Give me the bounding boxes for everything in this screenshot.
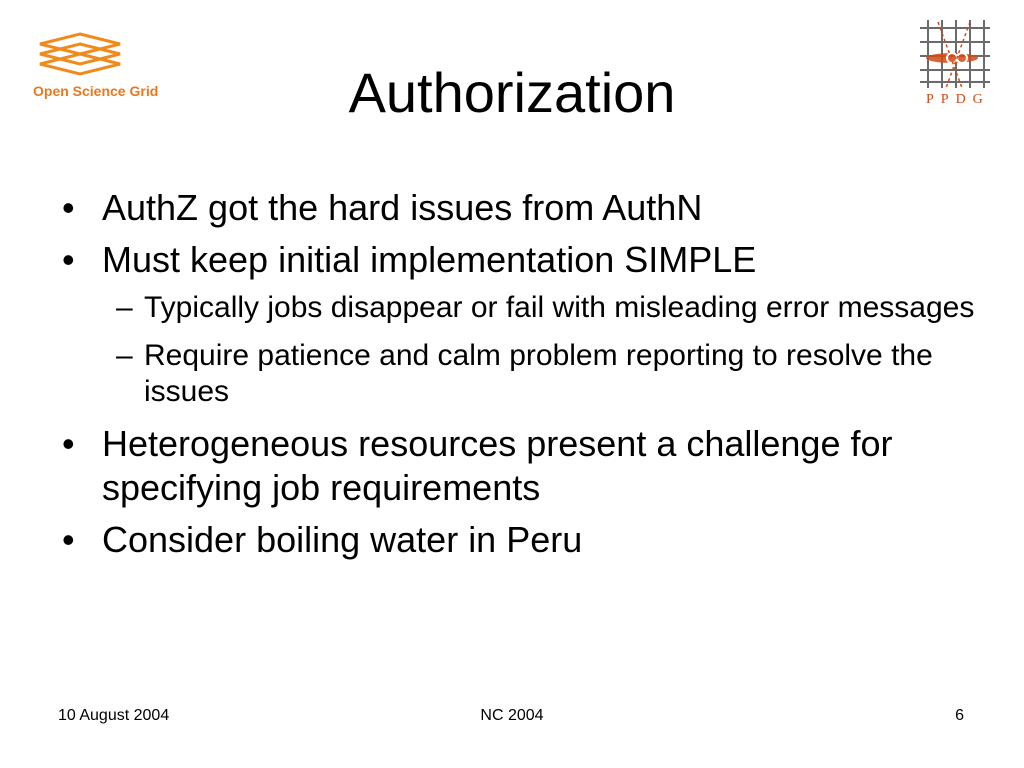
slide-body	[58, 186, 978, 570]
sub-bullet-mark: –	[116, 339, 133, 372]
slide-title: Authorization	[348, 61, 676, 124]
sub-bullet-mark: –	[116, 291, 133, 324]
bullet-item	[58, 422, 978, 510]
bullet-mark: •	[62, 423, 75, 464]
bullet-item	[58, 238, 978, 282]
bullet-mark: •	[62, 519, 75, 560]
bullet-text: Consider boiling water in Peru	[102, 519, 583, 560]
bullet-text: Heterogeneous resources present a challenge for specifying job requirements	[102, 423, 893, 508]
footer-event: NC 2004	[480, 707, 544, 724]
sub-bullet-item	[116, 290, 978, 326]
ppdg-logo-text: PPDG	[926, 92, 990, 107]
bullet-text: Must keep initial implementation SIMPLE	[102, 239, 757, 280]
bullet-text: AuthZ got the hard issues from AuthN	[102, 187, 703, 228]
bullet-item	[58, 518, 978, 562]
bullet-item	[58, 186, 978, 230]
bullet-mark: •	[62, 187, 75, 228]
sub-bullet-item	[116, 338, 978, 410]
page-number: 6	[955, 707, 964, 724]
sub-bullet-text: Require patience and calm problem reporting to resolve the issues	[144, 339, 933, 408]
footer-date: 10 August 2004	[58, 707, 170, 724]
bullet-mark: •	[62, 239, 75, 280]
osg-logo-text: Open Science Grid	[33, 83, 159, 99]
sub-bullet-text: Typically jobs disappear or fail with misleading error messages	[144, 291, 975, 324]
